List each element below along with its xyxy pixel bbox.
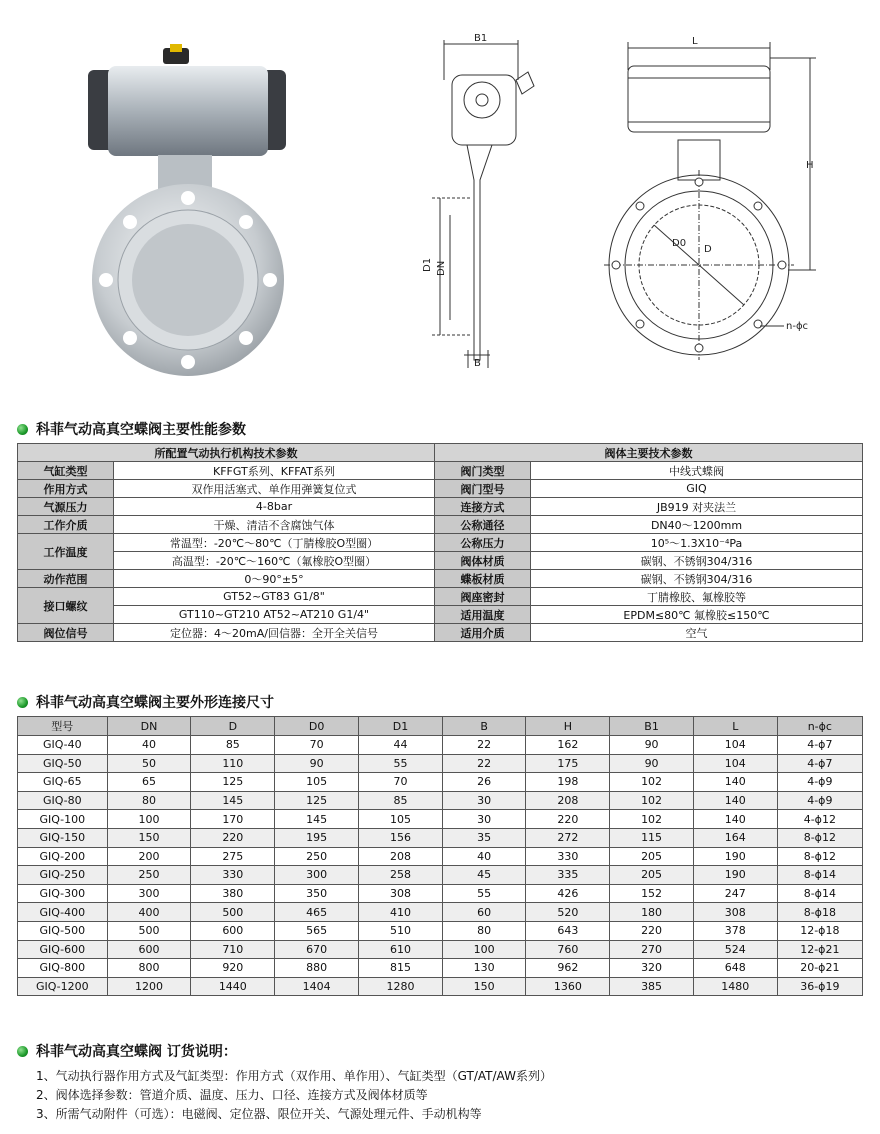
table-cell: 26 (442, 773, 526, 792)
table-cell: 600 (191, 921, 275, 940)
table-cell: 8-ϕ12 (777, 847, 862, 866)
table-cell: 198 (526, 773, 610, 792)
table-cell: GIQ-250 (18, 866, 108, 885)
table-row (18, 773, 863, 792)
table-row: 作用方式 双作用活塞式、单作用弹簧复位式 阀门型号 GIQ (18, 480, 863, 498)
table-cell: 335 (526, 866, 610, 885)
table-cell: GIQ-40 (18, 736, 108, 755)
label-d1: D1 (422, 257, 433, 272)
table-cell: 208 (526, 791, 610, 810)
table-cell: 4-ϕ9 (777, 791, 862, 810)
table-cell: 643 (526, 921, 610, 940)
table-row (18, 736, 863, 755)
column-header: D0 (275, 717, 359, 736)
table-cell: 70 (275, 736, 359, 755)
column-header: B1 (610, 717, 694, 736)
table-cell: GIQ-200 (18, 847, 108, 866)
table-cell: 710 (191, 940, 275, 959)
table-row (18, 940, 863, 959)
table-row (18, 959, 863, 978)
table-cell: 102 (610, 791, 694, 810)
table-row (18, 847, 863, 866)
label-dn: DN (436, 260, 447, 276)
table-cell: 1200 (107, 977, 191, 996)
table-cell: 520 (526, 903, 610, 922)
table-cell: 1280 (359, 977, 443, 996)
section-dimensions-title: 科菲气动高真空蝶阀主要外形连接尺寸 (17, 692, 274, 712)
table-cell: 272 (526, 828, 610, 847)
table-cell: GIQ-300 (18, 884, 108, 903)
section-performance-title: 科菲气动高真空蝶阀主要性能参数 (17, 419, 246, 439)
table-row (18, 921, 863, 940)
table-cell: 250 (275, 847, 359, 866)
table-cell: 330 (526, 847, 610, 866)
table-cell: 815 (359, 959, 443, 978)
left-header: 所配置气动执行机构技术参数 (18, 444, 435, 462)
label-b: B (474, 358, 481, 369)
column-header: L (693, 717, 777, 736)
label-d0: D0 (672, 238, 687, 249)
table-cell: 4-ϕ7 (777, 754, 862, 773)
table-cell: 760 (526, 940, 610, 959)
column-header: 型号 (18, 717, 108, 736)
table-row: 工作温度 常温型：-20℃～80℃（丁腈橡胶O型圈） 公称压力 10⁵～1.3X10⁻⁴Pa (18, 534, 863, 552)
table-cell: 205 (610, 847, 694, 866)
table-cell: 208 (359, 847, 443, 866)
table-cell: 100 (442, 940, 526, 959)
column-header: n-ϕc (777, 717, 862, 736)
table-cell: 102 (610, 773, 694, 792)
table-cell: 170 (191, 810, 275, 829)
table-cell: 115 (610, 828, 694, 847)
table-cell: 125 (191, 773, 275, 792)
table-row: 动作范围 0～90°±5° 蝶板材质 碳钢、不锈钢304/316 (18, 570, 863, 588)
table-cell: 100 (107, 810, 191, 829)
table-cell: 8-ϕ14 (777, 884, 862, 903)
table-cell: 110 (191, 754, 275, 773)
table-row: GT110~GT210 AT52~AT210 G1/4" 适用温度 EPDM≤80℃ 氟橡胶≤150℃ (18, 606, 863, 624)
table-cell: 247 (693, 884, 777, 903)
column-header: DN (107, 717, 191, 736)
table-cell: GIQ-600 (18, 940, 108, 959)
table-cell: 500 (107, 921, 191, 940)
table-cell: 22 (442, 736, 526, 755)
table-cell: 320 (610, 959, 694, 978)
table-cell: GIQ-150 (18, 828, 108, 847)
table-cell: 140 (693, 773, 777, 792)
table-cell: 378 (693, 921, 777, 940)
table-cell: 90 (275, 754, 359, 773)
table-cell: 385 (610, 977, 694, 996)
note-item: 3、所需气动附件（可选）：电磁阀、定位器、限位开关、气源处理元件、手动机构等 (36, 1107, 482, 1121)
table-cell: 105 (275, 773, 359, 792)
table-cell: 50 (107, 754, 191, 773)
table-cell: 30 (442, 810, 526, 829)
table-cell: 145 (191, 791, 275, 810)
table-cell: 308 (693, 903, 777, 922)
table-cell: 22 (442, 754, 526, 773)
table-cell: 125 (275, 791, 359, 810)
product-photo (78, 40, 298, 380)
table-cell: 4-ϕ12 (777, 810, 862, 829)
table-cell: 102 (610, 810, 694, 829)
table-cell: 40 (107, 736, 191, 755)
table-cell: 670 (275, 940, 359, 959)
bullet-icon (17, 697, 28, 708)
table-cell: GIQ-100 (18, 810, 108, 829)
table-cell: 220 (526, 810, 610, 829)
section-ordering-title: 科菲气动高真空蝶阀 订货说明： (17, 1041, 237, 1061)
ordering-notes (36, 1067, 552, 1124)
table-cell: 4-ϕ7 (777, 736, 862, 755)
table-cell: 308 (359, 884, 443, 903)
table-cell: GIQ-400 (18, 903, 108, 922)
table-cell: 140 (693, 810, 777, 829)
table-cell: 60 (442, 903, 526, 922)
column-header: D (191, 717, 275, 736)
table-row (18, 903, 863, 922)
table-cell: 500 (191, 903, 275, 922)
table-row (18, 754, 863, 773)
table-cell: 250 (107, 866, 191, 885)
table-cell: 35 (442, 828, 526, 847)
dimensions-table (17, 716, 863, 996)
table-cell: 70 (359, 773, 443, 792)
table-cell: 220 (191, 828, 275, 847)
table-row (18, 884, 863, 903)
table-cell: 600 (107, 940, 191, 959)
table-cell: GIQ-1200 (18, 977, 108, 996)
side-view-drawing (412, 30, 542, 370)
table-cell: 1360 (526, 977, 610, 996)
table-row (18, 828, 863, 847)
table-cell: 85 (191, 736, 275, 755)
column-header: H (526, 717, 610, 736)
table-row: 工作介质 干燥、清洁不含腐蚀气体 公称通径 DN40～1200mm (18, 516, 863, 534)
table-cell: 180 (610, 903, 694, 922)
table-cell: 4-ϕ9 (777, 773, 862, 792)
table-cell: 30 (442, 791, 526, 810)
table-row: 气源压力 4-8bar 连接方式 JB919 对夹法兰 (18, 498, 863, 516)
table-row (18, 977, 863, 996)
table-cell: GIQ-50 (18, 754, 108, 773)
table-cell: 205 (610, 866, 694, 885)
table-cell: 190 (693, 866, 777, 885)
table-cell: 104 (693, 754, 777, 773)
table-row (18, 791, 863, 810)
table-cell: 380 (191, 884, 275, 903)
table-cell: 12-ϕ18 (777, 921, 862, 940)
table-cell: GIQ-500 (18, 921, 108, 940)
table-cell: 195 (275, 828, 359, 847)
front-view-drawing (588, 30, 828, 370)
table-cell: 55 (442, 884, 526, 903)
table-cell: 164 (693, 828, 777, 847)
table-cell: 65 (107, 773, 191, 792)
table-cell: 220 (610, 921, 694, 940)
table-cell: 426 (526, 884, 610, 903)
label-l: L (692, 36, 698, 47)
table-cell: 44 (359, 736, 443, 755)
table-cell: 45 (442, 866, 526, 885)
table-cell: 300 (275, 866, 359, 885)
table-cell: 150 (442, 977, 526, 996)
table-cell: 524 (693, 940, 777, 959)
table-cell: 300 (107, 884, 191, 903)
table-cell: 130 (442, 959, 526, 978)
bullet-icon (17, 1046, 28, 1057)
table-cell: GIQ-80 (18, 791, 108, 810)
table-cell: 465 (275, 903, 359, 922)
table-cell: 880 (275, 959, 359, 978)
table-row (18, 866, 863, 885)
table-cell: 200 (107, 847, 191, 866)
label-nphic: n-ϕc (786, 321, 809, 332)
table-cell: 190 (693, 847, 777, 866)
table-cell: 8-ϕ18 (777, 903, 862, 922)
table-cell: 275 (191, 847, 275, 866)
table-cell: 90 (610, 736, 694, 755)
performance-table (17, 443, 863, 642)
note-item: 2、阀体选择参数：管道介质、温度、压力、口径、连接方式及阀体材质等 (36, 1088, 428, 1102)
table-cell: 610 (359, 940, 443, 959)
table-cell: 8-ϕ14 (777, 866, 862, 885)
table-cell: 55 (359, 754, 443, 773)
table-cell: 175 (526, 754, 610, 773)
table-cell: 510 (359, 921, 443, 940)
table-row (18, 810, 863, 829)
table-row: 接口螺纹 GT52~GT83 G1/8" 阀座密封 丁腈橡胶、氟橡胶等 (18, 588, 863, 606)
table-cell: 145 (275, 810, 359, 829)
column-header: D1 (359, 717, 443, 736)
table-cell: 90 (610, 754, 694, 773)
table-cell: 105 (359, 810, 443, 829)
table-cell: 400 (107, 903, 191, 922)
table-cell: 36-ϕ19 (777, 977, 862, 996)
table-row: 阀位信号 定位器：4～20mA/回信器：全开全关信号 适用介质 空气 (18, 624, 863, 642)
table-cell: 8-ϕ12 (777, 828, 862, 847)
table-cell: GIQ-65 (18, 773, 108, 792)
table-cell: 258 (359, 866, 443, 885)
table-cell: 104 (693, 736, 777, 755)
table-cell: 1480 (693, 977, 777, 996)
table-cell: 140 (693, 791, 777, 810)
table-cell: 162 (526, 736, 610, 755)
table-cell: 800 (107, 959, 191, 978)
table-cell: 565 (275, 921, 359, 940)
table-cell: 648 (693, 959, 777, 978)
label-b1: B1 (474, 33, 488, 44)
note-item: 1、气动执行器作用方式及气缸类型：作用方式（双作用、单作用）、气缸类型（GT/AT/AW系列） (36, 1069, 552, 1083)
table-cell: 80 (107, 791, 191, 810)
table-cell: 85 (359, 791, 443, 810)
column-header: B (442, 717, 526, 736)
bullet-icon (17, 424, 28, 435)
table-cell: 40 (442, 847, 526, 866)
table-cell: 1440 (191, 977, 275, 996)
table-cell: 962 (526, 959, 610, 978)
table-cell: 20-ϕ21 (777, 959, 862, 978)
table-row: 气缸类型 KFFGT系列、KFFAT系列 阀门类型 中线式蝶阀 (18, 462, 863, 480)
table-cell: 270 (610, 940, 694, 959)
table-cell: 156 (359, 828, 443, 847)
table-cell: 12-ϕ21 (777, 940, 862, 959)
label-h: H (806, 160, 814, 171)
table-cell: GIQ-800 (18, 959, 108, 978)
table-cell: 330 (191, 866, 275, 885)
table-cell: 350 (275, 884, 359, 903)
table-cell: 410 (359, 903, 443, 922)
table-row: 高温型：-20℃～160℃（氟橡胶O型圈） 阀体材质 碳钢、不锈钢304/316 (18, 552, 863, 570)
table-cell: 150 (107, 828, 191, 847)
right-header: 阀体主要技术参数 (435, 444, 863, 462)
table-cell: 1404 (275, 977, 359, 996)
table-cell: 80 (442, 921, 526, 940)
label-d: D (704, 244, 712, 255)
table-cell: 920 (191, 959, 275, 978)
table-cell: 152 (610, 884, 694, 903)
